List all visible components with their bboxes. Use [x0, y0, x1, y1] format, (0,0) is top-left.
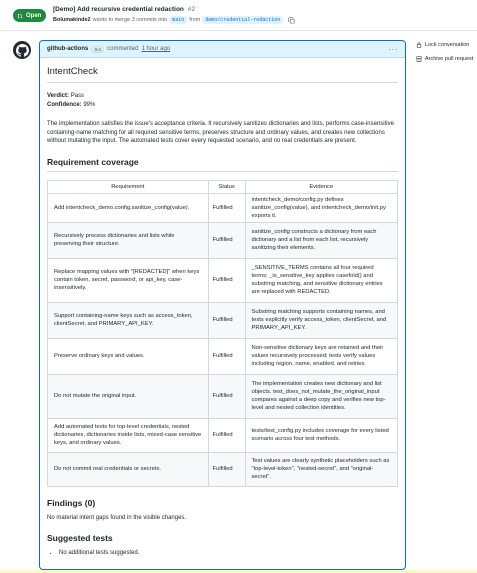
requirement-cell: Replace mapping values with "[REDACTED]" when keys contain token, secret, password, or api_key, case-insensitively. — [48, 258, 209, 302]
table-row — [48, 374, 398, 418]
coverage-heading: Requirement coverage — [47, 157, 398, 172]
sidebar — [416, 38, 477, 66]
confidence-value: 99% — [83, 102, 96, 108]
evidence-cell: The implementation creates new dictionary and list objects. test_does_not_mutate_the_original_input compares against a deep copy and verifies new top-level and nested collection identities. — [245, 374, 398, 418]
evidence-cell: Substring matching supports containing names, and tests explicitly verify access_token, clientSecret, and PRIMARY_API_KEY. — [245, 302, 398, 338]
column-header-status: Status — [208, 180, 245, 193]
evidence-cell: Test values are clearly synthetic placeholders such as "top-level-token", "nested-secret", and "original-secret". — [245, 452, 398, 486]
requirement-table — [47, 180, 398, 487]
table-row — [48, 258, 398, 302]
suggested-tests-heading: Suggested tests — [47, 532, 113, 543]
pr-meta — [53, 16, 295, 24]
column-header-requirement: Requirement — [48, 180, 209, 193]
requirement-cell: Add automated tests for top-level credentials, nested dictionaries, dictionaries inside lists, mixed-case sensitive keys, and ordinary values. — [48, 418, 209, 452]
comment-body — [40, 58, 405, 558]
evidence-cell: sanitize_config constructs a dictionary from each dictionary and a list from each list, recursively sanitizing their elements. — [245, 222, 398, 258]
table-row — [48, 302, 398, 338]
status-cell: Fulfilled — [208, 222, 245, 258]
comment-title: IntentCheck — [47, 66, 398, 83]
github-actions-icon — [16, 44, 29, 57]
pr-title-text: [Demo] Add recursive credential redaction — [53, 6, 184, 13]
archive-icon — [416, 56, 422, 62]
bot-comment — [39, 40, 406, 570]
evidence-cell: intentcheck_demo/config.py defines sanitize_config(value), and intentcheck_demo/init.py exports it. — [245, 193, 398, 222]
requirement-cell: Preserve ordinary keys and values. — [48, 338, 209, 374]
status-cell: Fulfilled — [208, 452, 245, 486]
list-item: • No additional tests suggested. — [59, 549, 398, 558]
sidebar-item-label: Archive pull request — [425, 56, 474, 62]
table-row — [48, 338, 398, 374]
state-badge — [13, 9, 46, 22]
status-cell: Fulfilled — [208, 418, 245, 452]
lock-icon — [416, 42, 422, 48]
from-text: from — [189, 17, 201, 23]
table-row — [48, 222, 398, 258]
sidebar-item-label: Lock conversation — [425, 42, 470, 48]
archive-pull-request-link[interactable] — [416, 52, 477, 66]
lock-conversation-link[interactable] — [416, 38, 477, 52]
requirement-cell: Do not mutate the original input. — [48, 374, 209, 418]
summary-paragraph: The implementation satisfies the issue's acceptance criteria. It recursively sanitizes dictionaries and lists, performs case-insensitive containing-name matching for all required sensitive terms, preserves structure and ordinary values, and creates new collections without mutating the input. The automated tests cover every requested scenario, and no real credentials are present. — [47, 121, 394, 145]
suggested-tests-list — [47, 549, 398, 558]
status-cell: Fulfilled — [208, 193, 245, 222]
status-cell: Fulfilled — [208, 338, 245, 374]
pr-header — [0, 0, 477, 30]
table-row — [48, 193, 398, 222]
pr-title — [53, 6, 195, 13]
requirement-cell: Add intentcheck_demo.config.sanitize_config(value). — [48, 193, 209, 222]
status-cell: Fulfilled — [208, 374, 245, 418]
more-options-icon[interactable]: ··· — [388, 44, 398, 54]
base-branch[interactable]: main — [169, 16, 187, 24]
state-label: Open — [26, 12, 42, 19]
merge-text: wants to merge 3 commits into — [92, 17, 168, 23]
table-row — [48, 418, 398, 452]
comment-timestamp[interactable]: 1 hour ago — [141, 46, 171, 52]
evidence-cell: Non-sensitive dictionary keys are retained and their values recursively processed; tests verify values including region, name, enabled, and retries. — [245, 338, 398, 374]
requirement-cell: Do not commit real credentials or secrets. — [48, 452, 209, 486]
table-header-row — [48, 180, 398, 193]
comment-author[interactable]: github-actions — [47, 46, 89, 52]
copy-icon[interactable] — [288, 17, 295, 24]
verdict-line — [47, 92, 398, 101]
verdict-value: Pass — [70, 93, 85, 99]
column-header-evidence: Evidence — [245, 180, 398, 193]
table-row — [48, 452, 398, 486]
confidence-line — [47, 101, 398, 110]
header-divider — [0, 30, 477, 31]
findings-text: No material intent gaps found in the visible changes. — [47, 514, 187, 521]
avatar[interactable] — [13, 41, 31, 59]
status-cell: Fulfilled — [208, 258, 245, 302]
verdict-label: Verdict: — [47, 93, 70, 99]
pull-request-icon — [17, 13, 23, 19]
requirement-cell: Support containing-name keys such as access_token, clientSecret, and PRIMARY_API_KEY. — [48, 302, 209, 338]
requirement-cell: Recursively process dictionaries and lists while preserving their structure. — [48, 222, 209, 258]
head-branch[interactable]: demo/credential-redaction — [202, 16, 283, 24]
status-cell: Fulfilled — [208, 302, 245, 338]
pr-author-link[interactable]: Bolumakinde2 — [53, 17, 91, 23]
pr-number: #2 — [187, 6, 195, 13]
findings-heading: Findings (0) — [47, 497, 96, 508]
bot-badge: Bot — [91, 46, 104, 53]
confidence-label: Confidence: — [47, 102, 82, 108]
evidence-cell: _SENSITIVE_TERMS contains all four required terms; _is_sensitive_key applies casefold() and substring matching, and sensitive dictionary entries are replaced with REDACTED. — [245, 258, 398, 302]
evidence-cell: tests/test_config.py includes coverage for every listed scenario across four test methods. — [245, 418, 398, 452]
comment-header — [40, 41, 405, 58]
commented-text: commented — [107, 46, 139, 52]
